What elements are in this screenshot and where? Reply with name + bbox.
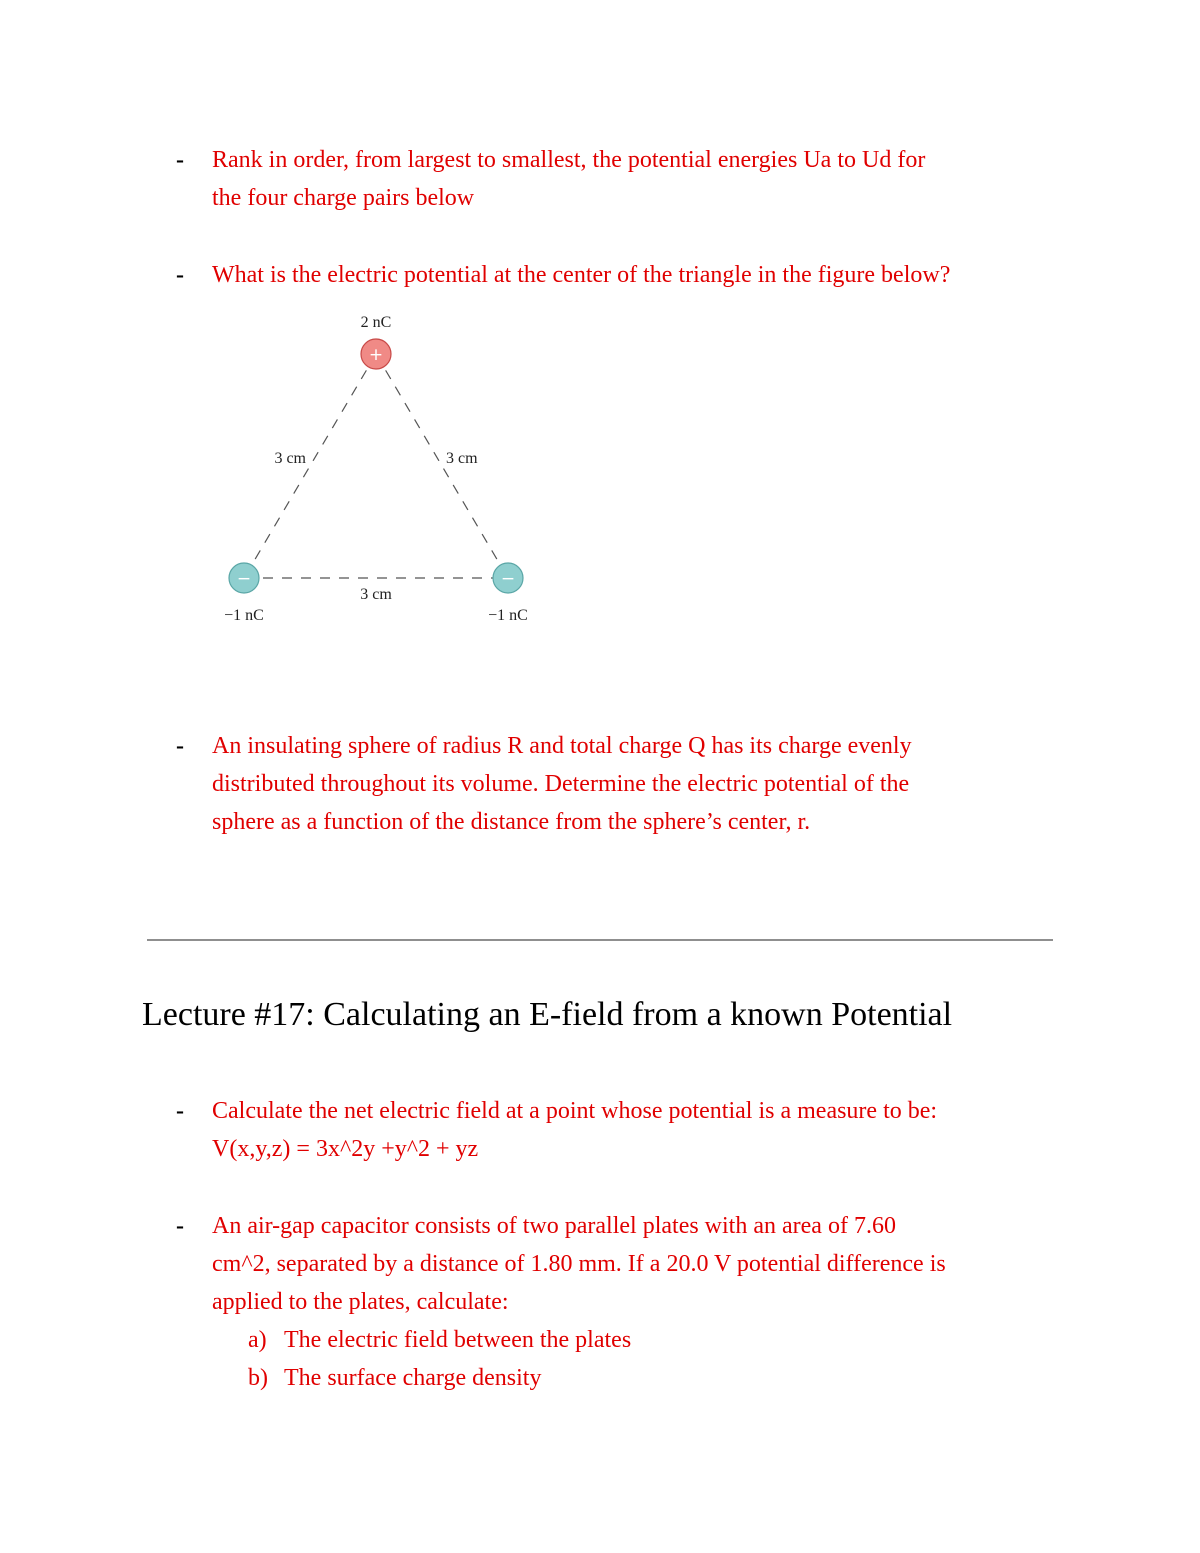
question-text [212, 256, 950, 294]
plus-sign-icon: + [368, 345, 384, 365]
question-line: An insulating sphere of radius R and total charge Q has its charge evenly [212, 733, 912, 759]
sub-item [212, 1321, 946, 1359]
sub-item-label: b) [248, 1365, 268, 1391]
question-line: An air-gap capacitor consists of two parallel plates with an area of 7.60 [212, 1213, 896, 1239]
lecture-heading: Lecture #17: Calculating an E-field from a known Potential [142, 996, 953, 1033]
bullet-dash: - [176, 262, 184, 288]
question-line: V(x,y,z) = 3x^2y +y^2 + yz [212, 1136, 479, 1162]
question-line: sphere as a function of the distance from the sphere’s center, r. [212, 809, 811, 835]
bullet-dash: - [176, 1213, 184, 1239]
charge-triangle-figure [200, 300, 560, 640]
section-divider [147, 939, 1053, 941]
bullet-dash: - [176, 147, 184, 173]
sub-item-text: The electric field between the plates [284, 1327, 632, 1353]
question-line: distributed throughout its volume. Determine the electric potential of the [212, 771, 910, 797]
question-text [212, 1092, 937, 1168]
left-side-label: 3 cm [274, 450, 306, 467]
sub-item-label: a) [248, 1327, 267, 1353]
sub-item [212, 1359, 946, 1397]
top-charge [361, 339, 391, 369]
left-charge-label: −1 nC [224, 607, 264, 624]
top-charge-label: 2 nC [360, 314, 392, 331]
bullet-dash: - [176, 1098, 184, 1124]
bottom-side-label: 3 cm [360, 586, 392, 603]
right-side-label: 3 cm [446, 450, 478, 467]
right-charge-label: −1 nC [488, 607, 528, 624]
question-line: Rank in order, from largest to smallest, the potential energies Ua to Ud for [212, 147, 926, 173]
right-charge [493, 563, 523, 593]
question-text [212, 141, 925, 217]
question-line: the four charge pairs below [212, 185, 475, 211]
left-charge [229, 563, 259, 593]
question-text [212, 1207, 946, 1397]
triangle-diagram [200, 300, 560, 640]
question-line: applied to the plates, calculate: [212, 1289, 509, 1315]
question-line: cm^2, separated by a distance of 1.80 mm. If a 20.0 V potential difference is [212, 1251, 946, 1277]
minus-sign-icon: − [500, 569, 516, 589]
bullet-dash: - [176, 733, 184, 759]
question-line: What is the electric potential at the center of the triangle in the figure below? [212, 262, 951, 288]
question-line: Calculate the net electric field at a point whose potential is a measure to be: [212, 1098, 938, 1124]
minus-sign-icon: − [236, 569, 252, 589]
sub-item-text: The surface charge density [284, 1365, 542, 1391]
question-text [212, 727, 912, 841]
